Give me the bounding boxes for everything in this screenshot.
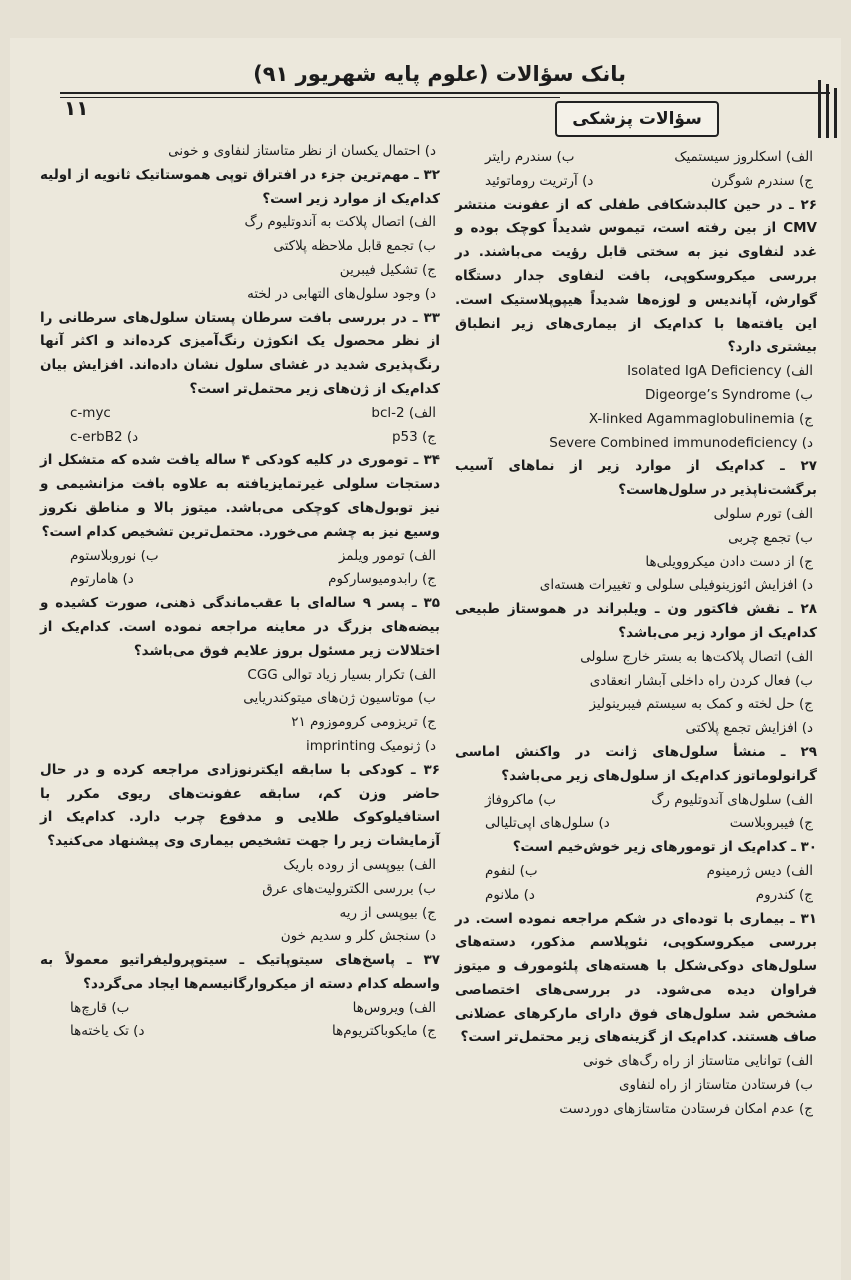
answer-option-pair (40, 545, 440, 569)
answer-option: الف) اسکلروز سیستمیک (674, 149, 813, 165)
answer-option-pair (40, 997, 440, 1021)
question-text: ۲۷ ـ کدام‌یک از موارد زیر از نماهای آسیب برگشت‌ناپذیر در سلول‌هاست؟ (455, 458, 817, 499)
question-text: ۲۹ ـ منشأ سلول‌های ژانت در واکنش اماسی گرانولوماتوز کدام‌یک از سلول‌های زیر می‌باشد؟ (455, 743, 817, 784)
answer-option: ب) ماکروفاژ (485, 791, 557, 808)
question-text: ۳۱ ـ بیماری با توده‌ای در شکم مراجعه نموده است. در بررسی میکروسکوپی، نئوپلاسم مذکور، دسته‌های سلول‌های دوکی‌شکل با هسته‌های پلئومورف و میتوز فراوان دیده می‌شود. در بررسی‌های اختصاصی مشخص شد سلول‌های فوق دارای مارکرهای عضلانی صاف هستند. کدام‌یک از گزینه‌های زیر محتمل‌تر است؟ (455, 910, 817, 1046)
answer-option: ج) مایکوباکتریوم‌ها (332, 1023, 436, 1040)
answer-option: ج) حل لخته و کمک به سیستم فیبرینولیز (589, 696, 813, 713)
answer-option: ج) از دست دادن میکروویلی‌ها (645, 553, 813, 570)
question-text: ۳۶ ـ کودکی با سابقه ایکترنوزادی مراجعه کرده و در حال حاضر وزن کم، سابقه عفونت‌های ریوی مکرر با استافیلوکوک طلایی و مدفوع چرب دارد. کدام‌یک از آزمایشات زیر را جهت تشخیص بیماری وی پیشنهاد می‌کنید؟ (40, 761, 440, 850)
answer-option: ب) فرستادن متاستاز از راه لنفاوی (618, 1077, 813, 1094)
answer-option-pair (455, 884, 817, 908)
answer-option: د) سنجش کلر و سدیم خون (280, 928, 436, 945)
answer-option: ب) بررسی الکترولیت‌های عرق (262, 880, 436, 897)
answer-option: ب) قارچ‌ها (70, 999, 130, 1016)
answer-option: د) آرتریت روماتوئید (485, 172, 594, 189)
header-rule (60, 92, 830, 94)
answer-option: ب) Digeorge’s Syndrome (644, 386, 813, 403)
answer-option: د) وجود سلول‌های التهابی در لخته (247, 285, 436, 302)
answer-option: ب) سندرم رایتر (485, 149, 575, 165)
question-text: ۳۳ ـ در بررسی بافت سرطان پستان سلول‌های سرطانی را از نظر محصول یک انکوژن رنگ‌آمیزی کرده‌اند و اکثر آنها رنگ‌پذیری شدید در غشای سلول نشان داده‌اند. افزایش بیان کدام‌یک از ژن‌های زیر محتمل‌تر است؟ (40, 309, 440, 397)
answer-option: الف) تورم سلولی (713, 505, 813, 522)
answer-option: ج) p53 (391, 428, 436, 445)
answer-option: ج) بیوپسی از ریه (339, 904, 436, 921)
answer-option: الف) سلول‌های آندوتلیوم رگ (651, 791, 813, 808)
right-column (455, 146, 817, 1122)
answer-option: د) c-erbB2 (70, 428, 139, 445)
answer-option: ج) تریزومی کروموزوم ۲۱ (291, 714, 436, 731)
answer-option-pair (455, 146, 817, 170)
answer-option: د) افزایش تجمع پلاکتی (685, 720, 813, 737)
answer-option: ج) سندرم شوگرن (711, 172, 813, 189)
frame-bar (818, 80, 821, 138)
answer-option: الف) تومور ویلمز (338, 547, 436, 564)
answer-option-pair (455, 170, 817, 194)
question-text: ۳۵ ـ پسر ۹ ساله‌ای با عقب‌ماندگی ذهنی، صورت کشیده و بیضه‌های بزرگ در معاینه مراجعه نموده است. کدام‌یک از اختلالات زیر مسئول بروز علایم فوق می‌باشد؟ (40, 595, 440, 659)
answer-option: الف) Isolated IgA Deficiency (627, 363, 813, 380)
question-text: ۳۴ ـ توموری در کلیه کودکی ۴ ساله یافت شده که متشکل از دستجات سلولی غیرتمایزیافته به علاوه بافت مزانشیمی و نیز توبول‌های کوچکی می‌باشد. میتوز بالا و مناطق نکروز وسیع نیز به چشم می‌خورد. محتمل‌ترین تشخیص کدام است؟ (40, 452, 440, 540)
answer-option: الف) تکرار بسیار زیاد توالی CGG (247, 666, 436, 683)
question-text: ۲۸ ـ نقش فاکتور ون ـ ویلبراند در هموستاز طبیعی کدام‌یک از موارد زیر می‌باشد؟ (455, 601, 817, 641)
answer-option-pair (40, 426, 440, 450)
answer-option: الف) بیوپسی از روده باریک (283, 856, 436, 873)
question-text: ۲۶ ـ در حین کالبدشکافی طفلی که از عفونت منتشر CMV از بین رفته است، تیموس شدیداً کوچک بوده و غدد لنفاوی نیز به سختی قابل رؤیت می‌باشند. در بررسی میکروسکوپی، بافت لنفاوی جدار دستگاه گوارش، آپاندیس و لوزه‌ها شدیداً هیپوپلاستیک است. این یافته‌ها با کدام‌یک از بیماری‌های زیر انطباق بیشتری دارد؟ (455, 196, 817, 356)
answer-option: ج) X-linked Agammaglobulinemia (588, 410, 813, 427)
page-number: ۱۱ (64, 96, 89, 120)
answer-option: الف) ویروس‌ها (352, 999, 436, 1016)
answer-option: ب) تجمع قابل ملاحظه پلاکتی (273, 238, 436, 255)
question-text: ۳۲ ـ مهم‌ترین جزء در افتراق توپی هموستاتیک ثانویه از اولیه کدام‌یک از موارد زیر است؟ (40, 166, 440, 207)
answer-option: الف) دیس ژرمینوم (706, 862, 813, 879)
answer-option: د) Severe Combined immunodeficiency (549, 434, 813, 451)
answer-option: ب) فعال کردن راه داخلی آبشار انعقادی (589, 672, 813, 689)
answer-option: الف) توانایی متاستاز از راه رگ‌های خونی (583, 1053, 813, 1070)
answer-option: د) تک یاخته‌ها (70, 1023, 145, 1040)
answer-option: د) احتمال یکسان از نظر متاستاز لنفاوی و خونی (168, 143, 436, 159)
answer-option: د) افزایش ائوزینوفیلی سلولی و تغییرات هسته‌ای (539, 577, 813, 594)
book-title: بانک سؤالات (علوم پایه شهریور ۹۱) (253, 62, 626, 86)
answer-option-pair (40, 402, 440, 426)
frame-bar (834, 88, 837, 138)
answer-option-pair (455, 789, 817, 813)
answer-option: ب) تجمع چربی (728, 529, 813, 546)
answer-option: ب) لنفوم (485, 862, 538, 879)
answer-option: ج) رابدومیوسارکوم (328, 571, 436, 588)
answer-option: ج) فیبروبلاست (729, 815, 813, 832)
frame-bar (826, 84, 829, 138)
answer-option: د) ملانوم (485, 886, 535, 903)
answer-option: د) ژنومیک imprinting (306, 737, 436, 754)
section-title: سؤالات پزشکی (555, 101, 719, 137)
answer-option: ج) تشکیل فیبرین (339, 261, 436, 278)
answer-option-pair (40, 568, 440, 592)
answer-option: د) هامارتوم (70, 571, 134, 588)
answer-option: c-myc (70, 404, 111, 421)
answer-option: ب) نوروبلاستوم (70, 547, 159, 564)
question-text: ۳۷ ـ پاسخ‌های سیتوپاتیک ـ سیتوپرولیفراتیو معمولاً به واسطه کدام دسته از میکروارگانیسم‌ها ایجاد می‌گردد؟ (40, 952, 440, 992)
answer-option: ج) عدم امکان فرستادن متاستازهای دوردست (559, 1100, 813, 1117)
answer-option: الف) bcl-2 (371, 404, 436, 421)
header-rule-thin (60, 97, 560, 98)
answer-option: الف) اتصال پلاکت به آندوتلیوم رگ (244, 214, 436, 231)
answer-option: ج) کندروم (755, 886, 813, 903)
answer-option-pair (40, 1020, 440, 1044)
answer-option: الف) اتصال پلاکت‌ها به بستر خارج سلولی (580, 648, 813, 665)
left-column (40, 140, 440, 1044)
answer-option: د) سلول‌های اپی‌تلیالی (485, 815, 610, 832)
question-text: ۳۰ ـ کدام‌یک از تومورهای زیر خوش‌خیم است؟ (512, 839, 817, 856)
answer-option-pair (455, 812, 817, 836)
answer-option-pair (455, 860, 817, 884)
answer-option: ب) موتاسیون ژن‌های میتوکندریایی (243, 690, 436, 707)
